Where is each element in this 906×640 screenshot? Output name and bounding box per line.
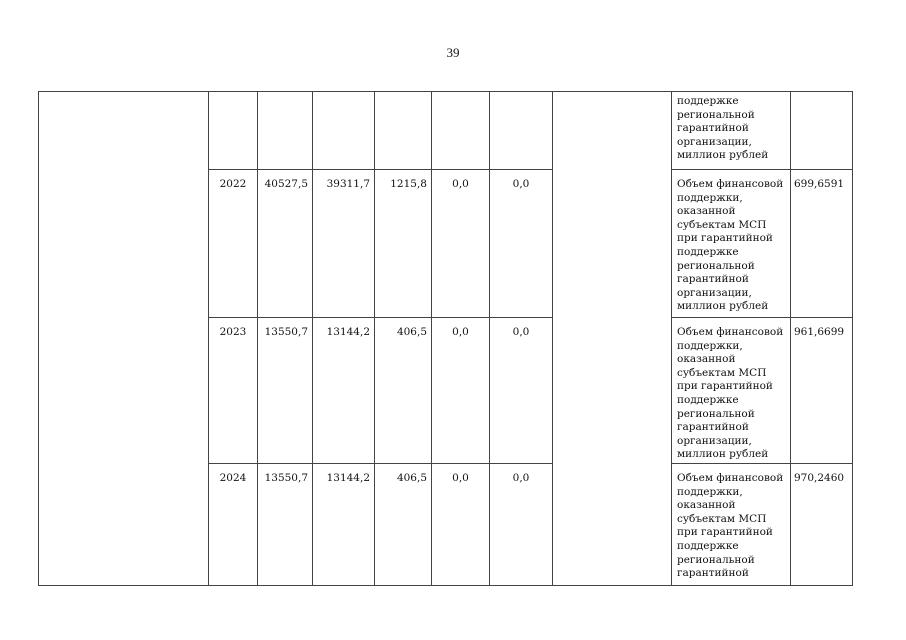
- col3-cell: [375, 92, 432, 170]
- indicator-cell: Объем финансовой поддержки, оказанной субъектам МСП при гарантийной поддержке региональной гарантийной: [672, 464, 791, 586]
- col3-cell: 406,5: [375, 318, 432, 464]
- col2-cell: 39311,7: [313, 170, 375, 318]
- table-row-continuation: [39, 92, 853, 170]
- col3-cell: 406,5: [375, 464, 432, 586]
- indicator-cell: Объем финансовой поддержки, оказанной субъектам МСП при гарантийной поддержке региональной гарантийной организации, миллион рублей: [672, 318, 791, 464]
- program-table: [38, 91, 853, 586]
- value-cell: 970,2460: [791, 464, 853, 586]
- program-name-cell: [39, 92, 209, 586]
- col4-cell: 0,0: [432, 170, 490, 318]
- year-cell: 2023: [209, 318, 258, 464]
- col2-cell: 13144,2: [313, 318, 375, 464]
- executor-cell: [553, 92, 672, 586]
- total-cell: 13550,7: [258, 318, 313, 464]
- col2-cell: [313, 92, 375, 170]
- year-cell: [209, 92, 258, 170]
- total-cell: 40527,5: [258, 170, 313, 318]
- value-cell: [791, 92, 853, 170]
- col5-cell: 0,0: [490, 464, 553, 586]
- col5-cell: [490, 92, 553, 170]
- value-cell: 699,6591: [791, 170, 853, 318]
- col4-cell: 0,0: [432, 464, 490, 586]
- col5-cell: 0,0: [490, 170, 553, 318]
- indicator-cell: Объем финансовой поддержки, оказанной субъектам МСП при гарантийной поддержке региональной гарантийной организации, миллион рублей: [672, 170, 791, 318]
- col2-cell: 13144,2: [313, 464, 375, 586]
- year-cell: 2022: [209, 170, 258, 318]
- total-cell: 13550,7: [258, 464, 313, 586]
- col3-cell: 1215,8: [375, 170, 432, 318]
- col4-cell: 0,0: [432, 318, 490, 464]
- year-cell: 2024: [209, 464, 258, 586]
- col4-cell: [432, 92, 490, 170]
- page-number: 39: [446, 45, 460, 60]
- total-cell: [258, 92, 313, 170]
- indicator-cell: поддержке региональной гарантийной организации, миллион рублей: [672, 92, 791, 170]
- value-cell: 961,6699: [791, 318, 853, 464]
- col5-cell: 0,0: [490, 318, 553, 464]
